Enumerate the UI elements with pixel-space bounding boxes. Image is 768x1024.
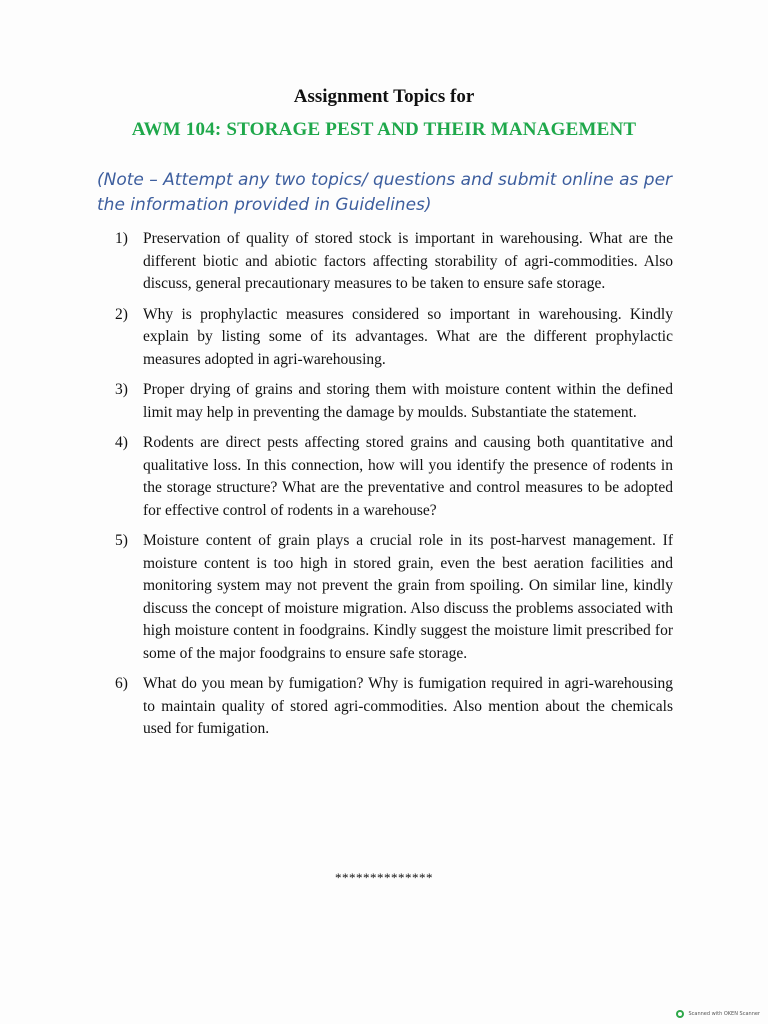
topic-text: Proper drying of grains and storing them with moisture content within the defined limit may help in preventing the damage by moulds. Substantiate the statement. — [143, 381, 673, 421]
topic-item — [115, 432, 673, 522]
note-text: (Note – Attempt any two topics/ questions and submit online as per the information provided in Guidelines) — [97, 170, 673, 215]
topic-text: Why is prophylactic measures considered so important in warehousing. Kindly explain by listing some of its advantages. What are the different prophylactic measures adopted in agri-warehousing. — [143, 305, 673, 368]
topic-text: Rodents are direct pests affecting stored grains and causing both quantitative and qualitative loss. In this connection, how will you identify the presence of rodents in the storage structure? What are the preventative and control measures to be adopted for effective control of rodents in a warehouse? — [143, 434, 673, 519]
assignment-heading: Assignment Topics for — [293, 86, 475, 107]
topic-number: 6) — [115, 675, 128, 692]
topic-text: Moisture content of grain plays a crucial role in its post-harvest management. If moisture content is too high in stored grain, even the best aeration facilities and monitoring system may not prevent the grain from spoiling. On similar line, kindly discuss the concept of moisture migration. Also discuss the problems associated with high moisture content in foodgrains. Kindly suggest the moisture limit prescribed for some of the major foodgrains to ensure safe storage. — [143, 532, 673, 662]
scanner-logo-icon — [676, 1010, 684, 1018]
topic-text: What do you mean by fumigation? Why is fumigation required in agri-warehousing to maintain quality of stored agri-commodities. Also mention about the chemicals used for fumigation. — [143, 675, 673, 737]
topic-item — [115, 379, 673, 424]
scanner-watermark — [676, 1010, 760, 1018]
topic-number: 2) — [115, 305, 128, 323]
topic-item — [115, 530, 673, 665]
topics-list — [115, 228, 673, 749]
topic-number: 5) — [115, 532, 128, 549]
topic-number: 4) — [115, 434, 128, 451]
topic-item — [115, 673, 673, 741]
end-separator: ************** — [335, 870, 433, 885]
topic-number: 3) — [115, 381, 128, 398]
topic-item — [115, 228, 673, 296]
course-title: AWM 104: STORAGE PEST AND THEIR MANAGEMENT — [131, 119, 637, 140]
topic-text: Preservation of quality of stored stock is important in warehousing. What are the different biotic and abiotic factors affecting storability of agri-commodities. Also discuss, general precautionary measures to be taken to ensure safe storage. — [143, 230, 673, 292]
topic-number: 1) — [115, 230, 128, 247]
scanner-watermark-text: Scanned with OKEN Scanner — [688, 1011, 760, 1017]
topic-item — [115, 304, 673, 372]
